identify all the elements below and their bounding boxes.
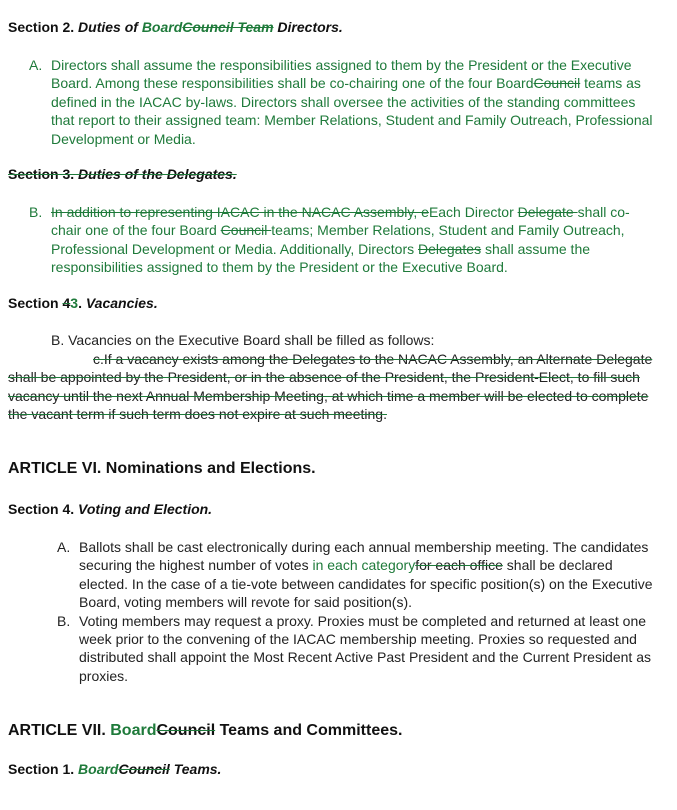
voting-list: [57, 538, 653, 685]
vacancies-item-c-deleted: c.If a vacancy exists among the Delegates to the NACAC Assembly, an Alternate Delegate shall be appointed by the President, or in the absence of the President, the President-Elect, to fill such vacancy until the next Annual Membership Meeting, at which time a member will be elected to complete the vacant term if such term does not expire at such meeting.: [8, 351, 653, 423]
deleted-text: for each office: [415, 557, 503, 574]
vacancies-item-b: B. Vacancies on the Executive Board shall be filled as follows:: [51, 332, 435, 348]
deleted-text: 4: [62, 295, 71, 311]
article-7-heading: ARTICLE VII. BoardCouncil Teams and Committees.: [8, 722, 403, 739]
section-2-item-a: [29, 56, 659, 148]
section-1-heading: Section 1. BoardCouncil Teams.: [8, 761, 222, 777]
deleted-text: Council: [118, 761, 170, 777]
list-marker: B.: [29, 204, 43, 220]
voting-item-b: [57, 612, 653, 686]
voting-item-a: [57, 538, 653, 612]
inserted-text: 3: [70, 295, 79, 311]
deleted-text: Delegates: [418, 240, 482, 257]
list-marker: A.: [29, 57, 43, 73]
section-3-item-b: [29, 203, 659, 277]
inserted-text: Board: [141, 19, 183, 35]
deleted-text: Council: [220, 222, 272, 239]
inserted-text: Board: [78, 761, 119, 777]
deleted-text: Council Team: [182, 19, 274, 35]
voting-section-heading: Section 4. Voting and Election.: [8, 501, 213, 517]
list-item-text: Directors shall assume the responsibilities assigned to them by the President or the Executive Board. Among these responsibilities shall be co-chairing one of the four BoardCouncil teams as defined in the IACAC by-laws. Directors shall oversee the activities of the standing committees that report to their assigned team: Member Relations, Student and Family Outreach, Professional Development or Media.: [51, 57, 653, 147]
deleted-text: Delegate: [517, 204, 578, 220]
list-marker: A.: [57, 539, 71, 555]
list-item-text: In addition to representing IACAC in the NACAC Assembly, eEach Director Delegate shall co-chair one of the four Board Council teams; Member Relations, Student and Family Outreach, Professional Development or Media. Additionally, Directors Delegates shall assume the responsibilities assigned to them by the President or the Executive Board.: [51, 204, 630, 276]
list-marker: B.: [57, 612, 71, 629]
inserted-text: in each category: [312, 557, 416, 574]
deleted-text: Council: [533, 75, 581, 92]
list-item-text: Ballots shall be cast electronically during each annual membership meeting. The candidates securing the highest number of votes in each categoryfor each office shall be declared elected. In the case of a tie-vote between candidates for specific position(s) on the Executive Board, voting members will revote for said position(s).: [79, 539, 653, 611]
inserted-text: Board: [110, 722, 157, 739]
section-3-heading: Section 3. Duties of the Delegates.: [8, 166, 237, 182]
deleted-text: Council: [156, 722, 216, 739]
list-item-text: Voting members may request a proxy. Proxies must be completed and returned at least one week prior to the convening of the IACAC membership meeting. Proxies so requested and distributed shall appoint the Most Recent Active Past President and the Current President as proxies.: [79, 612, 651, 684]
article-6-heading: ARTICLE VI. Nominations and Elections.: [8, 460, 316, 477]
vacancies-heading: Section 43. Vacancies.: [8, 295, 158, 311]
deleted-text: In addition to representing IACAC in the NACAC Assembly, e: [51, 204, 429, 220]
section-2-heading: Section 2. Duties of BoardCouncil Team Directors.: [8, 19, 343, 35]
